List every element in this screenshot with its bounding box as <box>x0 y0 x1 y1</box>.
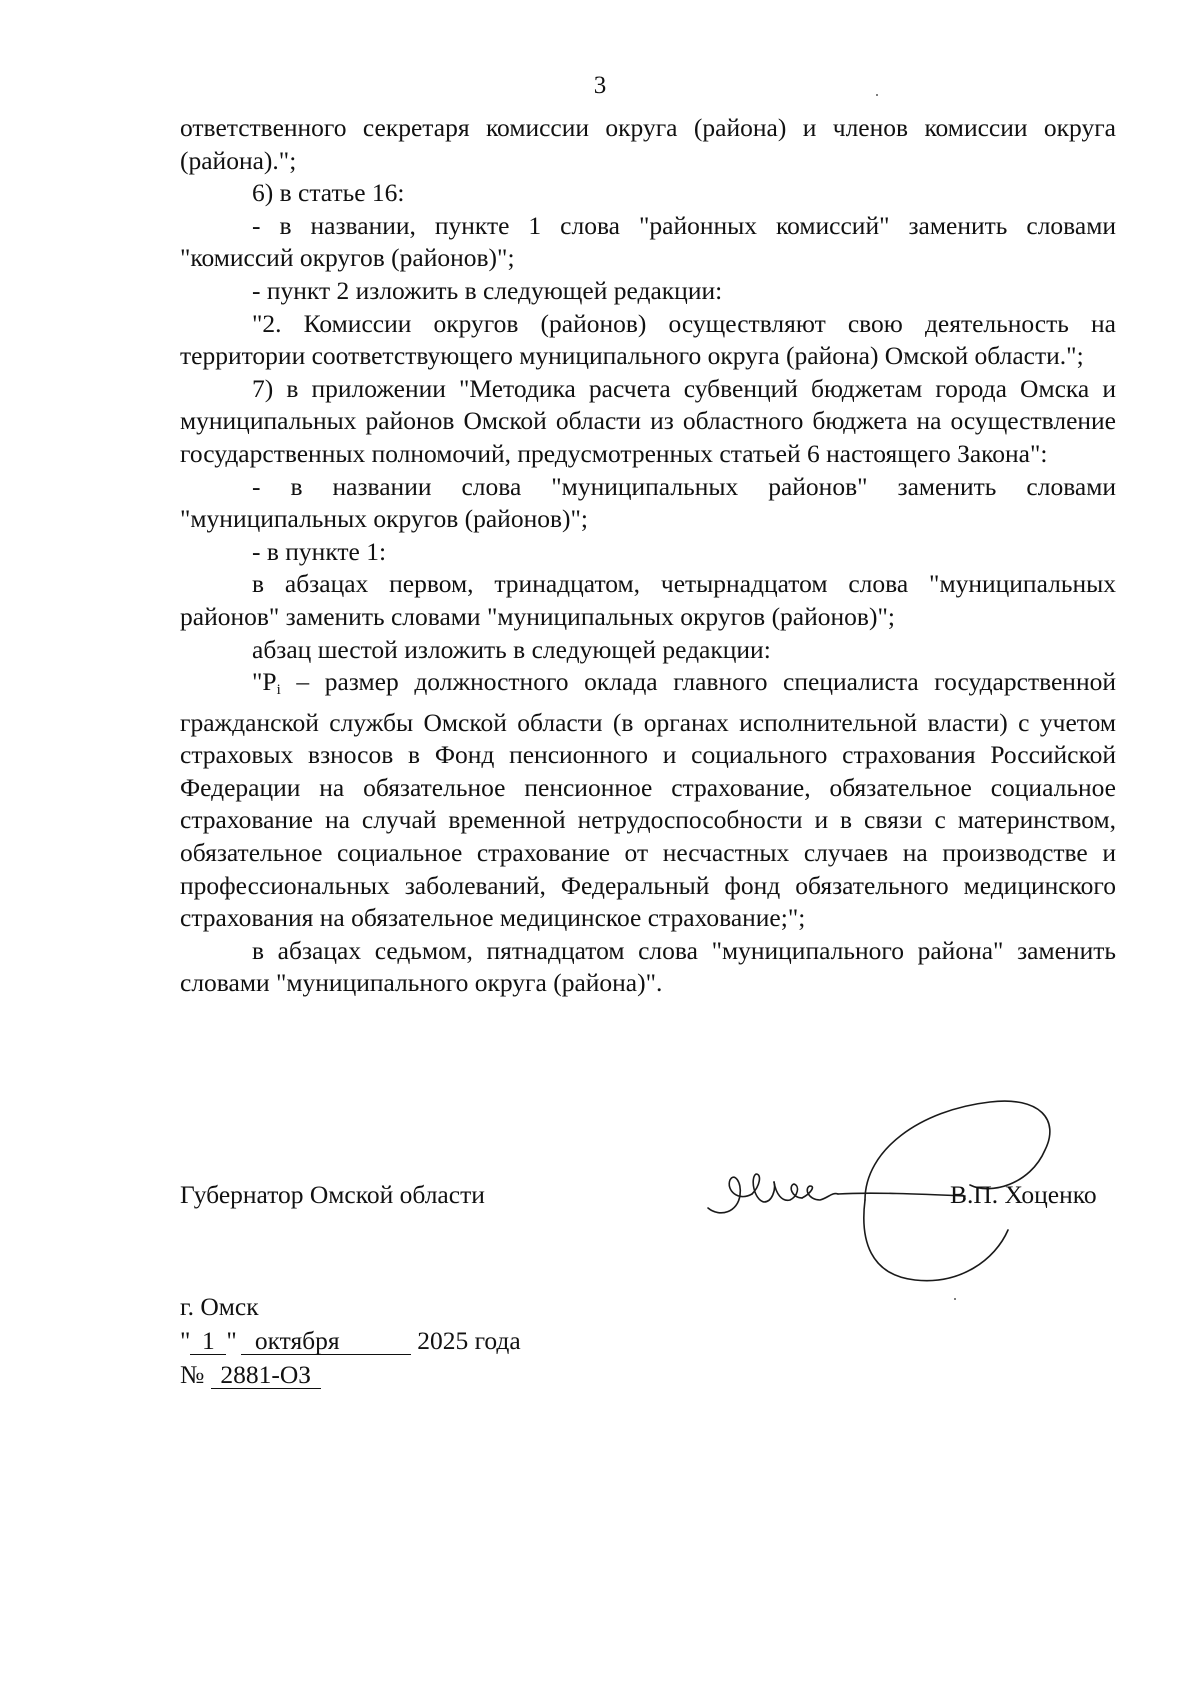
date-year: 2025 года <box>417 1326 521 1355</box>
paragraph: - пункт 2 изложить в следующей редакции: <box>252 275 723 305</box>
scan-speck <box>876 94 878 96</box>
formula-paragraph <box>180 666 1116 935</box>
paragraph: ответственного секретаря комиссии округа (района) и членов комиссии округа (района)."; <box>180 113 1116 175</box>
date-quote-close: " <box>226 1326 237 1355</box>
city: г. Омск <box>180 1292 259 1321</box>
paragraph: - в пункте 1: <box>252 536 387 566</box>
date-quote-open: " <box>180 1326 191 1355</box>
date-month: октября <box>241 1328 411 1355</box>
formula-symbol: "P <box>252 667 277 697</box>
paragraph: абзац шестой изложить в следующей редакции: <box>252 634 771 664</box>
signatory-name: В.П. Хоценко <box>950 1180 1097 1209</box>
page-number: 3 <box>593 72 607 99</box>
date-line <box>180 1324 521 1358</box>
signatory-position: Губернатор Омской области <box>180 1180 485 1209</box>
number-sign: № <box>180 1360 205 1389</box>
formula-subscript: i <box>276 682 281 699</box>
paragraph: в абзацах первом, тринадцатом, четырнадцатом слова "муниципальных районов" заменить словами "муниципальных округов (районов)"; <box>180 569 1116 631</box>
document-body <box>180 112 1116 1000</box>
date-day: 1 <box>190 1328 226 1355</box>
document-number: 2881-ОЗ <box>211 1362 321 1389</box>
paragraph: - в названии слова "муниципальных районов" заменить словами "муниципальных округов (районов)"; <box>180 471 1116 534</box>
place-and-date <box>180 1290 521 1392</box>
paragraph: в абзацах седьмом, пятнадцатом слова "муниципального района" заменить словами "муниципального округа (района)". <box>180 935 1116 998</box>
paragraph: 6) в статье 16: <box>252 178 405 208</box>
paragraph: 7) в приложении "Методика расчета субвенций бюджетам города Омска и муниципальных районов Омской области из областного бюджета на осуществление государственных полномочий, предусмотренных статьей 6 настоящего Закона": <box>180 373 1116 468</box>
formula-definition: – размер должностного оклада главного специалиста государственной гражданской службы Омской области (в органах исполнительной власти) с учетом страховых взносов в Фонд пенсионного и социального страхования Российской Федерации на обязательное пенсионное страхование, обязательное социальное страхование на случай временной нетрудоспособности и в связи с материнством, обязательное социальное страхование от несчастных случаев на производстве и профессиональных заболеваний, Федеральный фонд обязательного медицинского страхования на обязательное медицинское страхование;"; <box>180 667 1116 933</box>
paragraph: "2. Комиссии округов (районов) осуществляют свою деятельность на территории соответствующего муниципального округа (района) Омской области."; <box>180 308 1116 371</box>
scan-speck <box>954 1298 956 1300</box>
paragraph: - в названии, пункте 1 слова "районных комиссий" заменить словами "комиссий округов (районов)"; <box>180 210 1116 273</box>
document-number-line <box>180 1358 521 1392</box>
